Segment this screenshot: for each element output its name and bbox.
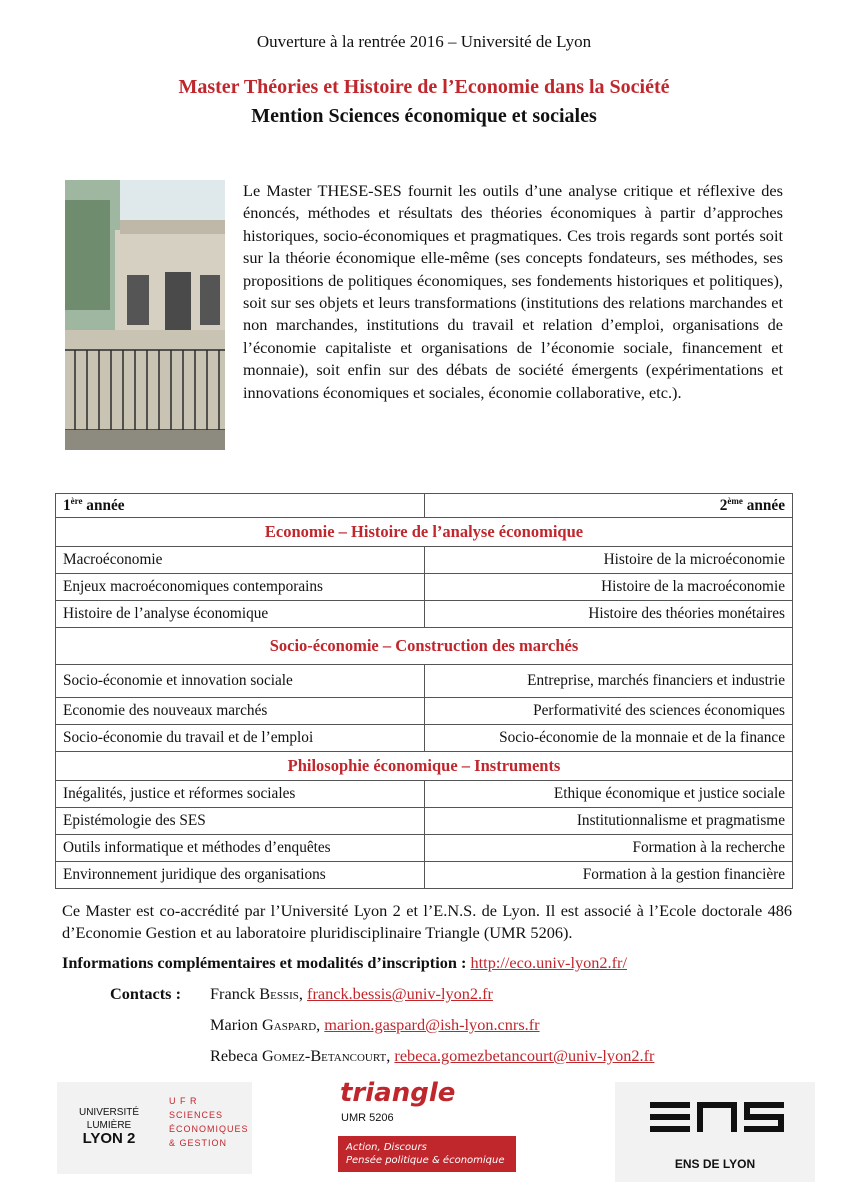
section-row [56, 628, 793, 665]
course-year2: Formation à la gestion financière [424, 862, 793, 889]
table-row [56, 781, 793, 808]
info-label: Informations complémentaires et modalités d’inscription : [62, 953, 467, 972]
accreditation-text: Ce Master est co-accrédité par l’Université Lyon 2 et l’E.N.S. de Lyon. Il est associé à l’Ecole doctorale 486 d’Economie Gestion et au laboratoire pluridisciplinaire Triangle (UMR 5206). [62, 901, 792, 942]
course-year2: Performativité des sciences économiques [424, 698, 793, 725]
table-row [56, 574, 793, 601]
section-title: Economie – Histoire de l’analyse économique [56, 518, 793, 547]
table-row [56, 601, 793, 628]
course-year1: Environnement juridique des organisations [56, 862, 425, 889]
building-photo [65, 180, 225, 450]
contact-email-link[interactable]: marion.gaspard@ish-lyon.cnrs.fr [324, 1015, 540, 1034]
course-year1: Epistémologie des SES [56, 808, 425, 835]
contact-last-name: Gomez-Betancourt [261, 1046, 387, 1065]
section-row [56, 518, 793, 547]
course-year1: Macroéconomie [56, 547, 425, 574]
contact-email-link[interactable]: rebeca.gomezbetancourt@univ-lyon2.fr [394, 1046, 655, 1065]
contact-row: Marion Gaspard, marion.gaspard@ish-lyon.cnrs.fr [210, 1015, 540, 1034]
course-year1: Histoire de l’analyse économique [56, 601, 425, 628]
course-year1: Enjeux macroéconomiques contemporains [56, 574, 425, 601]
triangle-umr: UMR 5206 [341, 1112, 394, 1124]
ens-mark-icon [615, 1082, 815, 1152]
ens-logo [615, 1082, 815, 1182]
opening-line: Ouverture à la rentrée 2016 – Université de Lyon [256, 32, 592, 51]
triangle-logo [335, 1078, 535, 1178]
contact-row: Rebeca Gomez-Betancourt, rebeca.gomezbetancourt@univ-lyon2.fr [210, 1046, 655, 1065]
contact-first-name: Marion [210, 1015, 262, 1034]
lyon2-logo [57, 1082, 252, 1174]
table-row [56, 808, 793, 835]
page-subtitle: Mention Sciences économique et sociales [251, 105, 597, 127]
course-year1: Outils informatique et méthodes d’enquêtes [56, 835, 425, 862]
table-row [56, 547, 793, 574]
section-row [56, 752, 793, 781]
triangle-name: triangle [340, 1078, 456, 1108]
lyon2-name: UNIVERSITÉ LUMIÈRE LYON 2 [78, 1107, 139, 1147]
page-title: Master Théories et Histoire de l’Economie dans la Société [178, 76, 670, 98]
course-year1: Socio-économie et innovation sociale [56, 665, 425, 698]
contacts-block [110, 983, 810, 1076]
ufr-name: U F R SCIENCES ÉCONOMIQUES & GESTION [169, 1096, 249, 1148]
table-row [56, 665, 793, 698]
section-title: Socio-économie – Construction des marchés [56, 628, 793, 665]
contact-first-name: Rebeca [210, 1046, 262, 1065]
section-title: Philosophie économique – Instruments [56, 752, 793, 781]
table-row [56, 835, 793, 862]
course-year2: Entreprise, marchés financiers et industrie [424, 665, 793, 698]
ens-name: ENS DE LYON [674, 1157, 756, 1171]
table-row [56, 698, 793, 725]
course-year2: Histoire de la microéconomie [424, 547, 793, 574]
contact-last-name: Gaspard [262, 1015, 317, 1034]
contact-row: Contacts : Franck Bessis, franck.bessis@univ-lyon2.fr [110, 984, 493, 1003]
contacts-label: Contacts : [110, 984, 181, 1003]
year2-header: 2ème année [424, 494, 793, 518]
course-year1: Economie des nouveaux marchés [56, 698, 425, 725]
table-header-row [56, 494, 793, 518]
intro-paragraph: Le Master THESE-SES fournit les outils d’une analyse critique et réflexive des énoncés, méthodes et résultats des théories économiques à partir d’approches historiques, socio-économiques et pragmatiques. Ces trois regards sont portés soit sur la théorie économique elle-même (ses concepts fondateurs, ses méthodes, ses propositions de politiques économiques, ses fondements historiques et politiques), soit sur ses objets et leurs transformations (institutions des relations marchandes et non marchandes, institutions du travail et relation d’emploi, organisations de l’économie capitaliste et organisations de l’économie sociale, financement et monnaie), soit enfin sur des débats de société émergents (expérimentations et innovations économiques et sociales, économie collaborative, etc.). [243, 181, 783, 402]
course-year1: Inégalités, justice et réformes sociales [56, 781, 425, 808]
contact-first-name: Franck [210, 984, 260, 1003]
course-year2: Formation à la recherche [424, 835, 793, 862]
contact-email-link[interactable]: franck.bessis@univ-lyon2.fr [307, 984, 493, 1003]
course-year2: Histoire de la macroéconomie [424, 574, 793, 601]
course-year2: Ethique économique et justice sociale [424, 781, 793, 808]
triangle-tagline: Action, Discours Pensée politique & économique [338, 1136, 516, 1172]
info-line [62, 953, 822, 973]
table-row [56, 725, 793, 752]
table-row [56, 862, 793, 889]
course-year2: Histoire des théories monétaires [424, 601, 793, 628]
course-year2: Institutionnalisme et pragmatisme [424, 808, 793, 835]
program-table [55, 493, 793, 889]
info-link[interactable]: http://eco.univ-lyon2.fr/ [470, 953, 627, 972]
contact-last-name: Bessis [259, 984, 299, 1003]
course-year2: Socio-économie de la monnaie et de la finance [424, 725, 793, 752]
course-year1: Socio-économie du travail et de l’emploi [56, 725, 425, 752]
year1-header: 1ère année [56, 494, 425, 518]
